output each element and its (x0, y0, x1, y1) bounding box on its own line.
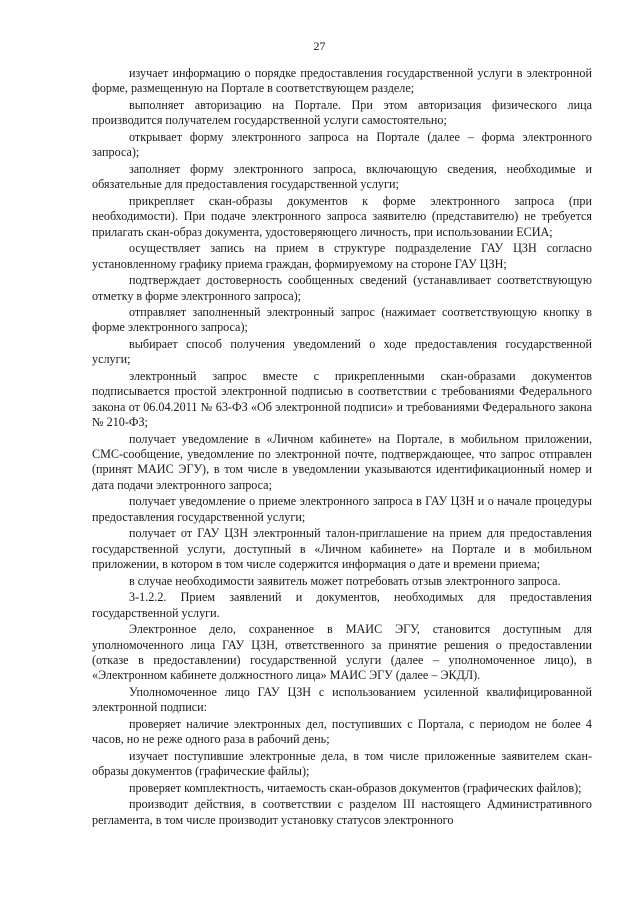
paragraph: изучает информацию о порядке предоставления государственной услуги в электронной форме, размещенную на Портале в соответствующем разделе; (92, 66, 592, 96)
paragraph: заполняет форму электронного запроса, включающую сведения, необходимые и обязательные для предоставления государственной услуги; (92, 161, 592, 192)
paragraph: электронный запрос вместе с прикрепленными скан-образами документов подписывается простой электронной подписью в соответствии с требованиями Федерального закона от 06.04.2011 № 63-ФЗ «Об электронной подписи» и требованиями Федерального закона № 210-ФЗ; (92, 369, 592, 430)
paragraph: проверяет наличие электронных дел, поступивших с Портала, с периодом не более 4 часов, но не реже одного раза в рабочий день; (92, 716, 592, 747)
paragraph: осуществляет запись на прием в структуре подразделение ГАУ ЦЗН согласно установленному графику приема граждан, формируемому на стороне ГАУ ЦЗН; (92, 241, 592, 271)
document-body (92, 66, 592, 829)
paragraph: изучает поступившие электронные дела, в том числе приложенные заявителем скан-образы документов (графические файлы); (92, 748, 592, 779)
paragraph: получает от ГАУ ЦЗН электронный талон-приглашение на прием для предоставления государственной услуги, доступный в «Личном кабинете» на Портале и в мобильном приложении, в котором в том числе содержится информация о дате и времени приема; (92, 526, 592, 571)
paragraph: получает уведомление о приеме электронного запроса в ГАУ ЦЗН и о начале процедуры предоставления государственной услуги; (92, 494, 592, 524)
paragraph: отправляет заполненный электронный запрос (нажимает соответствующую кнопку в форме электронного запроса); (92, 305, 592, 335)
paragraph: выбирает способ получения уведомлений о ходе предоставления государственной услуги; (92, 337, 592, 367)
paragraph: производит действия, в соответствии с разделом III настоящего Административного регламента, в том числе производит установку статусов электронного (92, 797, 592, 827)
paragraph: в случае необходимости заявитель может потребовать отзыв электронного запроса. (129, 573, 561, 588)
paragraph: прикрепляет скан-образы документов к форме электронного запроса (при необходимости). При подаче электронного запроса заявителю (представителю) не требуется прилагать скан-образ документа, удостоверяющего личность, при использовании ЕСИА; (92, 193, 592, 239)
paragraph: подтверждает достоверность сообщенных сведений (устанавливает соответствующую отметку в форме электронного запроса); (92, 273, 592, 303)
paragraph: Электронное дело, сохраненное в МАИС ЭГУ, становится доступным для уполномоченного лица ГАУ ЦЗН, ответственного за принятие решения о предоставлении (отказе в предоставлении) государственной услуги (далее – уполномоченное лицо), в «Электронном кабинете должностного лица» МАИС ЭГУ (далее – ЭКДЛ). (92, 622, 592, 683)
page-number: 27 (313, 39, 326, 53)
paragraph: открывает форму электронного запроса на Портале (далее – форма электронного запроса); (92, 129, 592, 160)
paragraph: проверяет комплектность, читаемость скан-образов документов (графических файлов); (129, 780, 582, 795)
paragraph: получает уведомление в «Личном кабинете» на Портале, в мобильном приложении, СМС-сообщение, уведомление по электронной почте, подтверждающее, что запрос отправлен (принят МАИС ЭГУ), в том числе в уведомлении указываются идентификационный номер и дата подачи электронного запроса; (92, 431, 592, 492)
section-heading: 3-1.2.2. Прием заявлений и документов, необходимых для предоставления государственной услуги. (92, 590, 592, 620)
paragraph: выполняет авторизацию на Портале. При этом авторизация физического лица производится получателем государственной услуги самостоятельно; (92, 97, 592, 128)
paragraph: Уполномоченное лицо ГАУ ЦЗН с использованием усиленной квалифицированной электронной подписи: (92, 684, 592, 715)
